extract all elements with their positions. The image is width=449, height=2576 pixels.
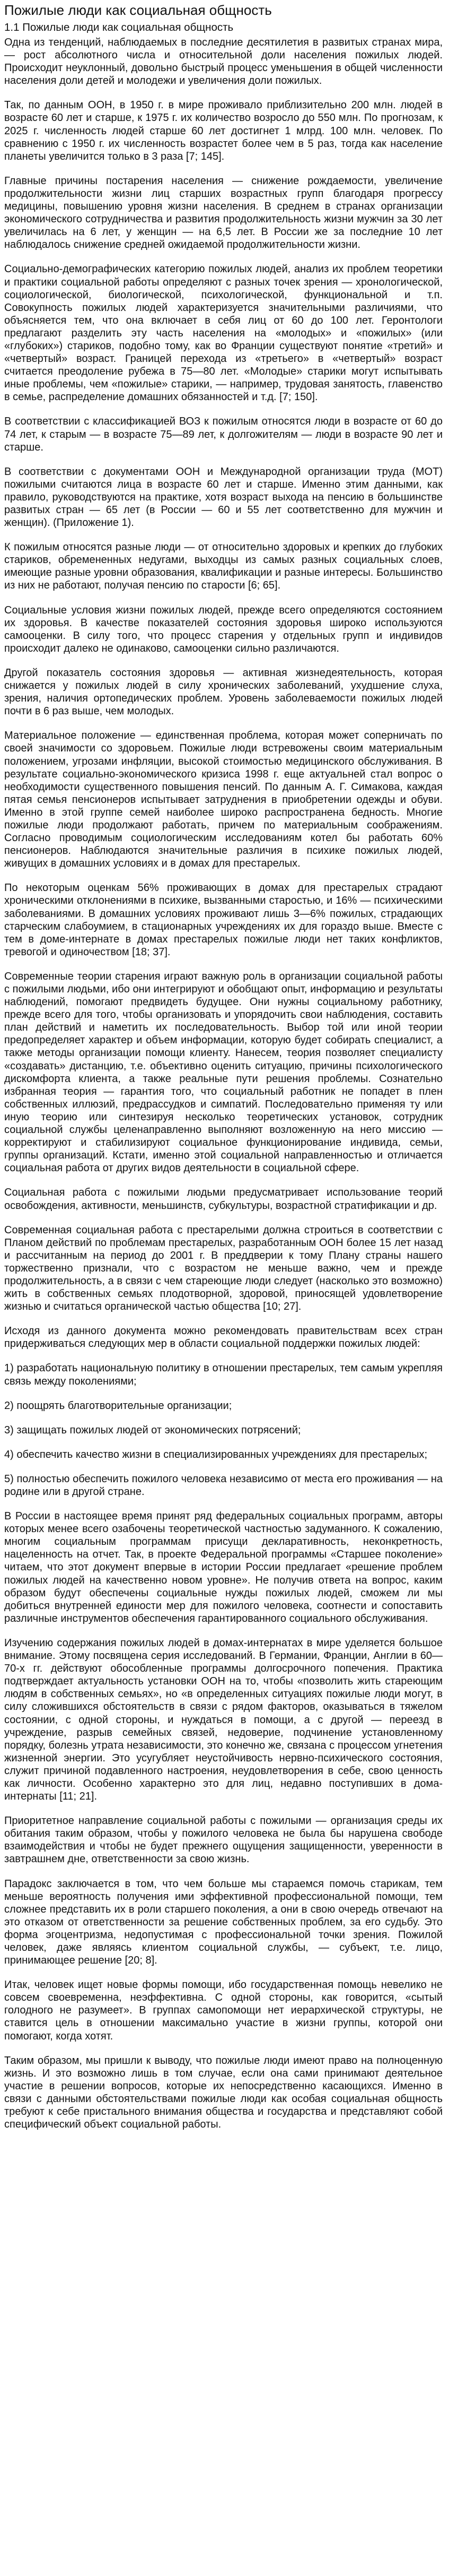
paragraph: В соответствии с классификацией ВОЗ к пожилым относятся люди в возрасте от 60 до 74 лет, к старым — в возрасте 75—89 лет, к долгожителям — люди в возрасте 90 лет и старше. [4,416,443,453]
paragraph: Исходя из данного документа можно рекомендовать правительствам всех стран придерживаться следующих мер в области социальной поддержки пожилых людей: [4,1325,443,1350]
paragraph: Главные причины постарения населения — снижение рождаемости, увеличение продолжительности жизни лиц старших возрастных групп благодаря прогрессу медицины, повышению уровня жизни населения. В среднем в странах организации экономического сотрудничества и развития продолжительность жизни мужчин за 30 лет увеличилась на 6 лет, у женщин — на 6,5 лет. В России же за последние 10 лет наблюдалось снижение средней ожидаемой продолжительности жизни. [4,175,443,251]
recommendations-list [4,1362,443,1498]
document-title: Пожилые люди как социальная общность [4,2,272,18]
paragraph: Итак, человек ищет новые формы помощи, ибо государственная помощь невелико не совсем своевременна, неэффективна. С одной стороны, как говорится, «сытый голодного не разумеет». В группах самопомощи нет иерархической структуры, не ставится цель в отношении максимально участие в жизни группы, которой они помогают, когда хотят. [4,1979,443,2042]
paragraph: Социальная работа с пожилыми людьми предусматривает использование теорий освобождения, активности, меньшинств, субкультуры, возрастной стратификации и др. [4,1187,443,1212]
paragraph: Современная социальная работа с престарелыми должна строиться в соответствии с Планом действий по проблемам престарелых, разработанным ООН более 15 лет назад и рассчитанным на период до 2001 г. В преддверии к тому Плану страны нашего торжественно признали, что с возрастом не меньше важно, чем и прежде продолжительность, а в связи с чем стареющие люди следует (насколько это возможно) жить в собственных семьях плодотворной, здоровой, приносящей удовлетворение жизнью и считаться органической частью общества [10; 27]. [4,1224,443,1313]
paragraph: Социально-демографических категорию пожилых людей, анализ их проблем теоретики и практики социальной работы определяют с разных точек зрения — хронологической, социологической, биологической, психологической, функциональной и т.п. Совокупность пожилых людей характеризуется значительными различиями, что объясняется тем, что она включает в себя лиц от 60 до 100 лет. Геронтологи предлагают разделить эту часть населения на «молодых» и «пожилых» (или «глубоких») стариков, подобно тому, как во Франции существуют понятие «третий» и «четвертый» возраст. Границей перехода из «третьего» в «четвертый» возраст считается преодоление рубежа в 75—80 лет. «Молодые» старики могут испытывать иные проблемы, чем «пожилые» старики, — например, трудовая занятость, главенство в семье, распределение домашних обязанностей и т.д. [7; 150]. [4,263,443,403]
paragraph: По некоторым оценкам 56% проживающих в домах для престарелых страдают хроническими отклонениями в психике, вызванными старостью, и 16% — психическими заболеваниями. В домашних условиях проживают лишь 3—6% пожилых, страдающих старческим слабоумием, в стационарных учреждениях их для гораздо выше. Вместе с тем в доме-интернате в домах престарелых пожилые люди нет таких конфликтов, тревогой и одиночеством [18; 37]. [4,882,443,958]
paragraph: Другой показатель состояния здоровья — активная жизнедеятельность, которая снижается у пожилых людей в силу хронических заболеваний, ухудшение слуха, зрения, наличия ортопедических проблем. Уровень заболеваемости пожилых людей почти в 6 раз выше, чем молодых. [4,667,443,718]
section-title: 1.1 Пожилые люди как социальная общность [4,21,234,33]
list-item: 4) обеспечить качество жизни в специализированных учреждениях для престарелых; [4,1448,428,1460]
body-text [4,36,443,2131]
paragraph: Изучению содержания пожилых людей в домах-интернатах в мире уделяется большое внимание. Этому посвящена серия исследований. В Германии, Франции, Англии в 60—70-х гг. действуют обособленные программы долгосрочного попечения. Практика подтверждает актуальность установки ООН на то, чтобы «позволить жить стареющим людям в собственных семьях», но «в определенных ситуациях пожилые люди могут, в силу сложившихся обстоятельств в связи с рядом факторов, оказываться в тяжелом состоянии, с одной стороны, и нуждаться в помощи, а с другой — переезд в учреждение, разрыв семейных связей, недоверие, подчинение установленному порядку, болезнь утрата независимости, это конечно же, связана с процессом угнетения жизненной энергии. Это усугубляет неустойчивость нервно-психического состояния, служит причиной подавленного настроения, неудовлетворения в себе, свою ценность как личности. Особенно характерно это для лиц, недавно поступивших в дома-интернаты [11; 21]. [4,1637,443,1803]
paragraph: Приоритетное направление социальной работы с пожилыми — организация среды их обитания таким образом, чтобы у пожилого человека не была бы нарушена свободе взаимодействия и чтобы не будет прежнего ощущения защищенности, уверенности в завтрашнем дне, ответственности за свою жизнь. [4,1815,443,1865]
list-item: 2) поощрять благотворительные организации; [4,1399,232,1412]
paragraph: К пожилым относятся разные люди — от относительно здоровых и крепких до глубоких стариков, обремененных недугами, выходцы из самых разных социальных слоев, имеющие разные уровни образования, квалификации и разные интересы. Большинство из них не работают, получая пенсию по старости [6; 65]. [4,541,443,592]
paragraph: Парадокс заключается в том, что чем больше мы стараемся помочь старикам, тем меньше вероятность получения ими эффективной профессиональной помощи, тем сложнее представить их в роли старшего поколения, а они в свою очередь отвечают на это отказом от ответственности за решение собственных проблем, за его судьбу. Это форма эгоцентризма, недопустимая с профессиональной точки зрения. Пожилой человек, даже являясь клиентом социальной службы, — субъект, т.е. лицо, принимающее решение [20; 8]. [4,1878,443,1967]
paragraph: Материальное положение — единственная проблема, которая может соперничать по своей значимости со здоровьем. Пожилые люди встревожены своим материальным положением, угрозами инфляции, высокой стоимостью медицинского обслуживания. В результате социально-экономического кризиса 1998 г. еще актуальней стал вопрос о необходимости существенного повышения пенсий. По данным А. Г. Симакова, каждая пятая семья пенсионеров испытывает затруднения в приобретении одежды и обуви. Именно в этой группе семей наиболее широко распространена бедность. Многие пожилые люди продолжают работать, причем по материальным соображениям. Согласно проводимым социологическим исследованиям котел бы работать 60% пенсионеров. Наблюдаются значительные различия в психике пожилых людей, живущих в домашних условиях и в домах для престарелых. [4,730,443,870]
paragraph: Современные теории старения играют важную роль в организации социальной работы с пожилыми людьми, ибо они интегрируют и обобщают опыт, информацию и результаты наблюдений, помогают предвидеть будущее. Они нужны социальному работнику, прежде всего для того, чтобы организовать и упорядочить свои наблюдения, составить план действий и наметить их последовательность. Выбор той или иной теории предопределяет характер и объем информации, которую будет собирать специалист, а также методы организации помощи клиенту. Нанесем, теория позволяет специалисту «создавать» дистанцию, т.е. объективно оценить ситуацию, причины психологического дискомфорта клиента, а также реальные пути решения проблемы. Сознательно избранная теория — гарантия того, что социальный работник не попадет в плен собственных иллюзий, предрассудков и симпатий. Последовательно применяя ту или иную теорию или синтезируя несколько теоретических установок, сотрудник социальной службы целенаправленно выполняют возложенную на него миссию — корректируют и стабилизируют социальное функционирование индивида, семьи, группы организаций. Кстати, именно этой социальной направленностью и отличается социальная работа от других видов деятельности в социальной сфере. [4,970,443,1174]
paragraph: Так, по данным ООН, в 1950 г. в мире проживало приблизительно 200 млн. людей в возрасте 60 лет и старше, к 1975 г. их количество возросло до 550 млн. По прогнозам, к 2025 г. численность людей старше 60 лет достигнет 1 млрд. 100 млн. человек. По сравнению с 1950 г. их численность возрастет более чем в 5 раз, тогда как население планеты увеличится только в 3 раза [7; 145]. [4,99,443,162]
paragraph: В России в настоящее время принят ряд федеральных социальных программ, авторы которых менее всего озабочены теоретической частностью задуманного. К сожалению, многим социальным программам присущи декларативность, неконкретность, нацеленность на отчет. Так, в проекте Федеральной программы «Старшее поколение» читаем, что этот документ впервые в истории России предлагает «решение проблем пожилых людей на качественно новом уровне». Не получив ответа на вопрос, каким образом будут обеспечены социальные нужды пожилых людей, сможем ли мы добиться внутренней единости мер для пожилого человека, соотнести и сопоставить различные инструментов обеспечения гарантированного социального обслуживания. [4,1510,443,1624]
paragraph: Таким образом, мы пришли к выводу, что пожилые люди имеют право на полноценную жизнь. И это возможно лишь в том случае, если она сами принимают деятельное участие в решении вопросов, которые их непосредственно касающихся. Именно в связи с данными обстоятельствами пожилые люди как особая социальная общность требуют к себе пристального внимания общества и государства и представляют собой специфический объект социальной работы. [4,2054,443,2131]
paragraph: Социальные условия жизни пожилых людей, прежде всего определяются состоянием их здоровья. В качестве показателей состояния здоровья широко используются самооценки. В силу того, что процесс старения у отдельных групп и индивидов происходит далеко не одинаково, самооценки сильно различаются. [4,604,443,654]
list-item: 5) полностью обеспечить пожилого человека независимо от места его проживания — на родине или в другой стране. [4,1473,443,1498]
paragraph: В соответствии с документами ООН и Международной организации труда (МОТ) пожилыми считаются лица в возрасте 60 лет и старше. Именно этим данными, как правило, руководствуются на практике, хотя возраст выхода на пенсию в большинстве развитых стран — 65 лет (в России — 60 и 55 лет соответственно для мужчин и женщин). (Приложение 1). [4,465,443,529]
paragraph: Одна из тенденций, наблюдаемых в последние десятилетия в развитых странах мира, — рост абсолютного числа и относительной доли населения пожилых людей. Происходит неуклонный, довольно быстрый процесс уменьшения в общей численности населения доли детей и молодежи и увеличения доли пожилых. [4,37,443,87]
list-item: 3) защищать пожилых людей от экономических потрясений; [4,1424,301,1436]
list-item: 1) разработать национальную политику в отношении престарелых, тем самым укрепляя связь между поколениями; [4,1362,443,1387]
